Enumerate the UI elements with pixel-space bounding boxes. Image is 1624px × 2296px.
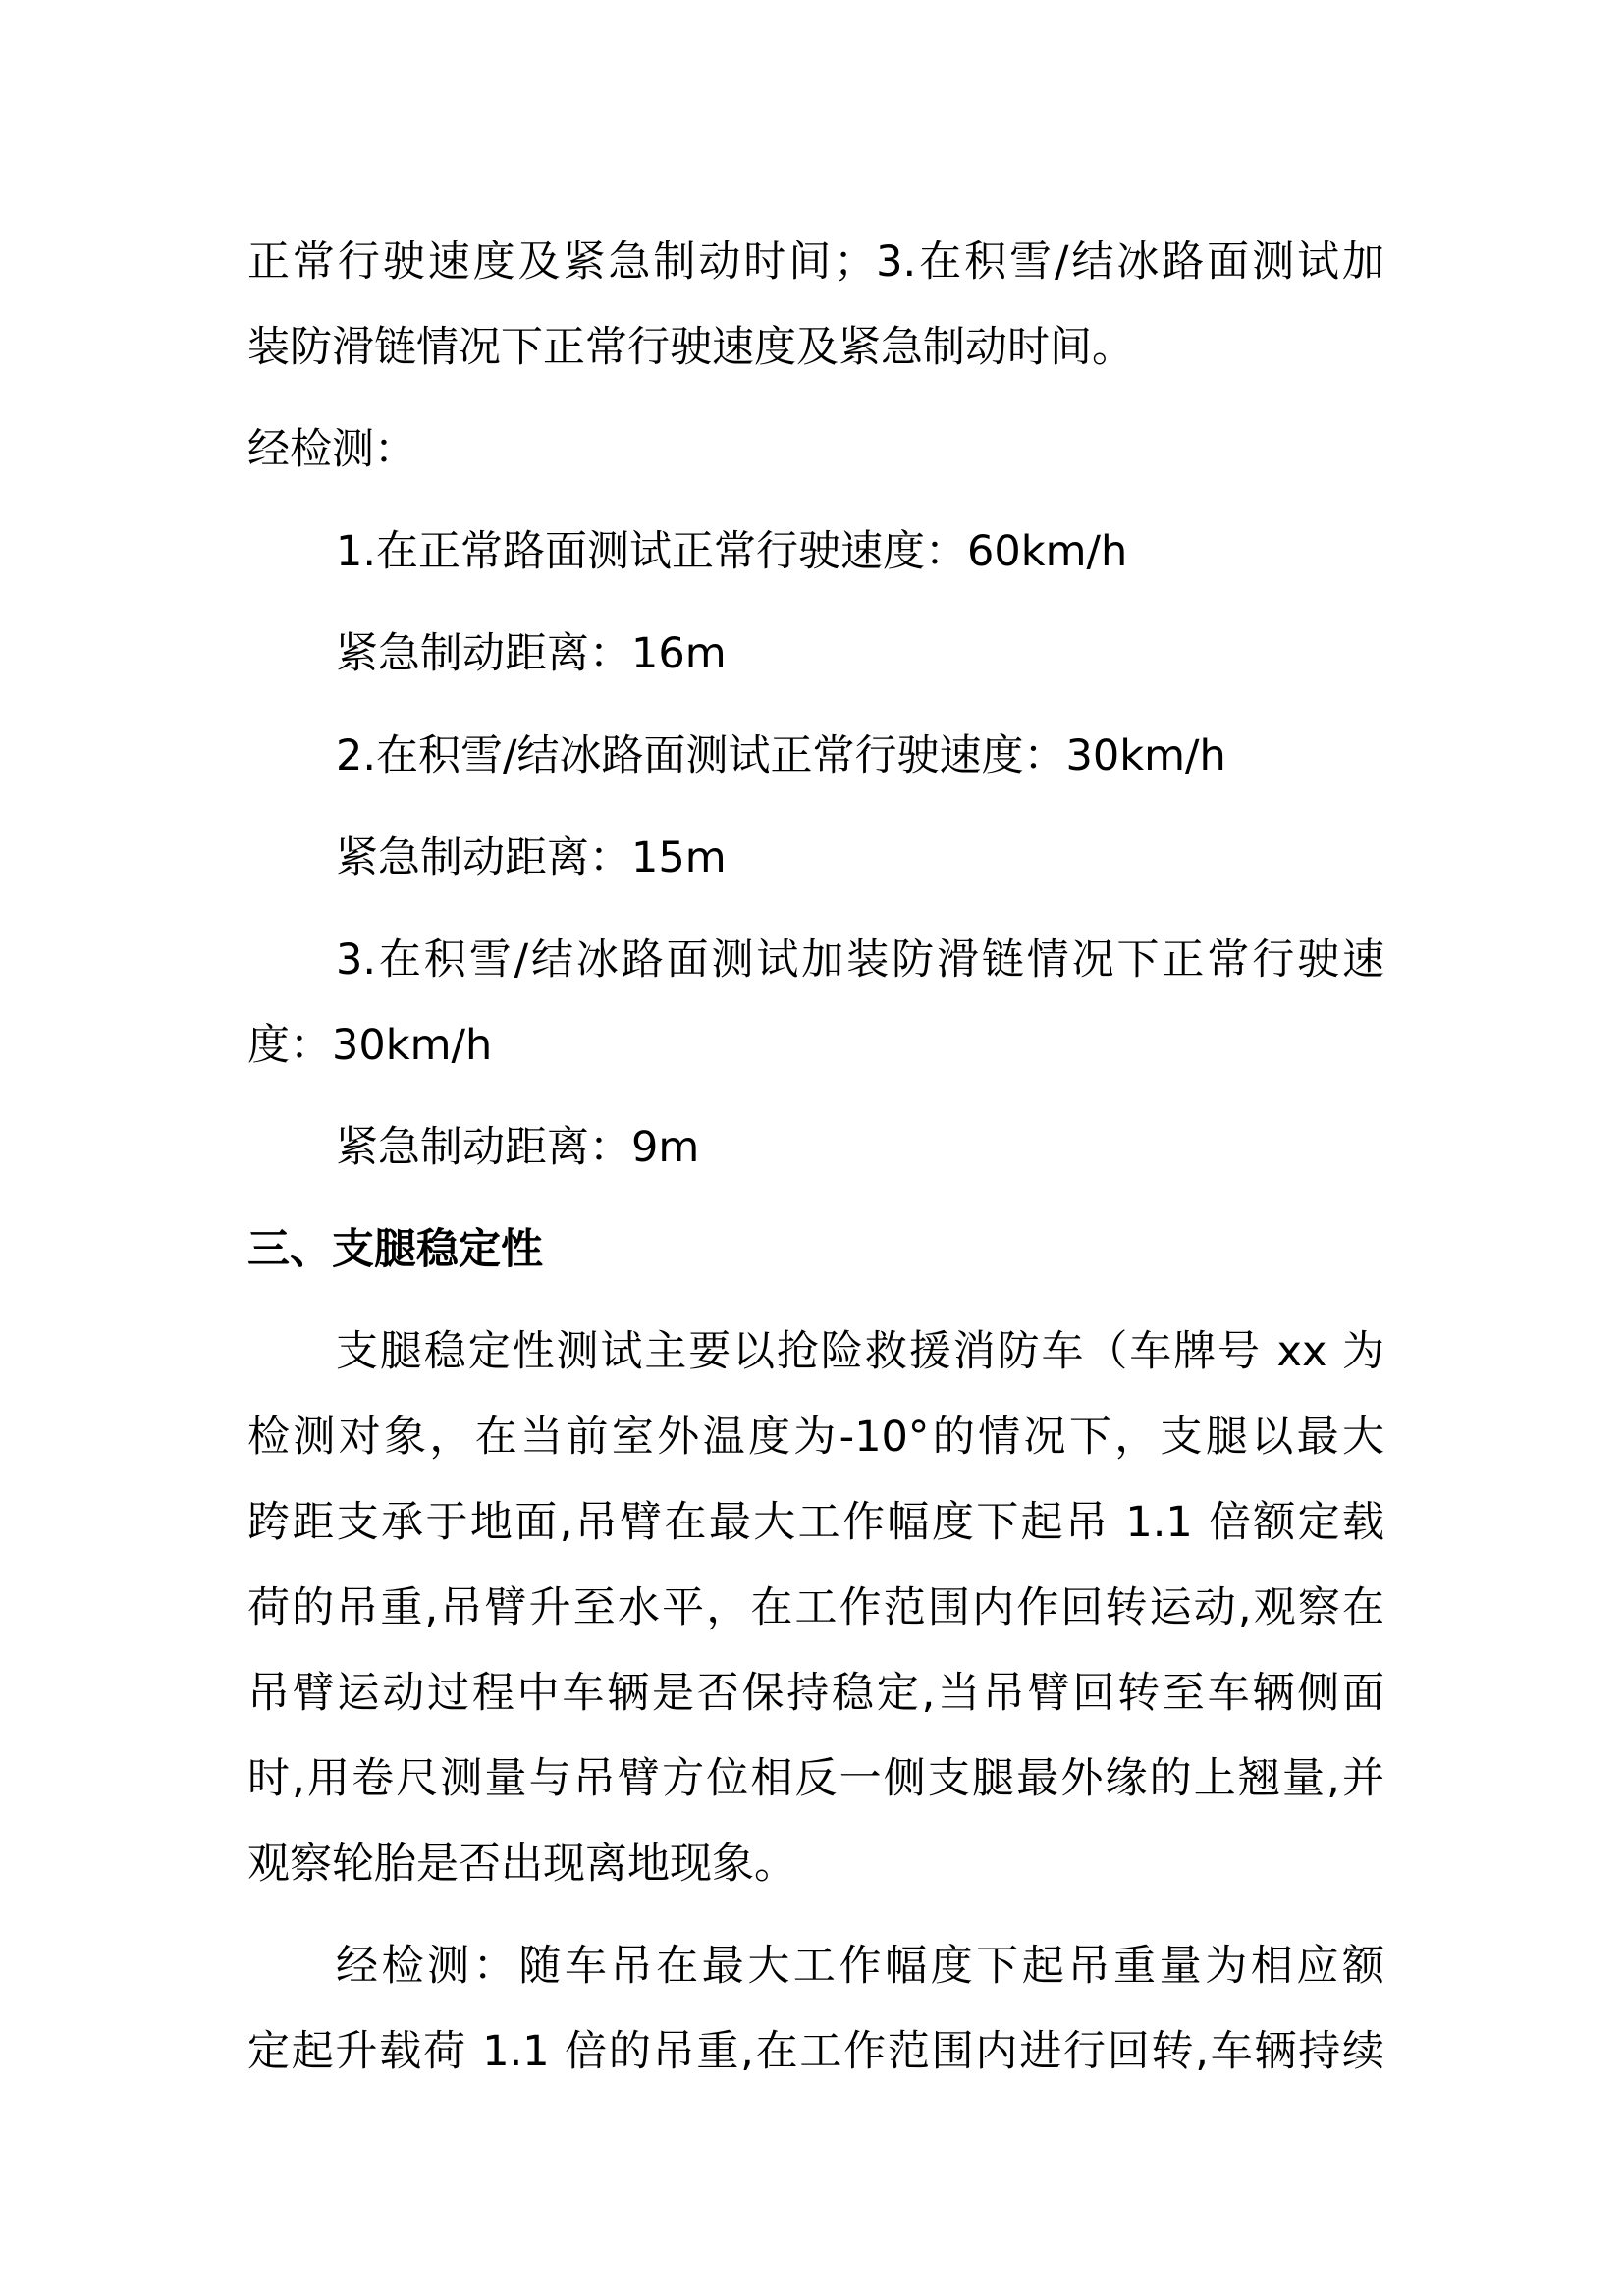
text-line: 3.在积雪/结冰路面测试加装防滑链情况下正常行驶速	[336, 935, 1384, 985]
text-line: 紧急制动距离：15m	[336, 833, 727, 882]
paragraph	[247, 1105, 1384, 1191]
text-line: 荷的吊重,吊臂升至水平，在工作范围内作回转运动,观察在	[247, 1583, 1384, 1632]
text-line: 观察轮胎是否出现离地现象。	[247, 1840, 796, 1889]
paragraph	[247, 918, 1384, 1089]
text-line: 度：30km/h	[247, 1021, 493, 1070]
heading-text: 三、支腿稳定性	[247, 1225, 543, 1274]
text-line: 紧急制动距离：16m	[336, 629, 727, 678]
paragraph	[247, 612, 1384, 697]
paragraph	[247, 1309, 1384, 1907]
text-line: 支腿稳定性测试主要以抢险救援消防车（车牌号 xx 为	[336, 1327, 1384, 1376]
paragraph	[247, 509, 1384, 595]
text-line: 1.在正常路面测试正常行驶速度：60km/h	[336, 527, 1128, 576]
text-line: 2.在积雪/结冰路面测试正常行驶速度：30km/h	[336, 731, 1226, 780]
text-line: 吊臂运动过程中车辆是否保持稳定,当吊臂回转至车辆侧面	[247, 1669, 1384, 1718]
text-line: 正常行驶速度及紧急制动时间；3.在积雪/结冰路面测试加	[247, 238, 1384, 287]
paragraph	[247, 220, 1384, 391]
paragraph	[247, 407, 1384, 493]
text-line: 检测对象，在当前室外温度为-10°的情况下，支腿以最大	[247, 1413, 1384, 1462]
paragraph	[247, 1924, 1384, 2095]
text-line: 经检测：	[247, 425, 416, 474]
text-line: 定起升载荷 1.1 倍的吊重,在工作范围内进行回转,车辆持续	[247, 2027, 1384, 2076]
paragraph	[247, 714, 1384, 799]
text-line: 紧急制动距离：9m	[336, 1123, 700, 1172]
paragraph	[247, 816, 1384, 901]
section-heading	[247, 1207, 1384, 1293]
document-page	[247, 220, 1384, 2111]
text-line: 经检测：随车吊在最大工作幅度下起吊重量为相应额	[336, 1942, 1384, 1991]
text-line: 时,用卷尺测量与吊臂方位相反一侧支腿最外缘的上翘量,并	[247, 1754, 1384, 1803]
text-line: 跨距支承于地面,吊臂在最大工作幅度下起吊 1.1 倍额定载	[247, 1498, 1384, 1547]
text-line: 装防滑链情况下正常行驶速度及紧急制动时间。	[247, 323, 1134, 372]
